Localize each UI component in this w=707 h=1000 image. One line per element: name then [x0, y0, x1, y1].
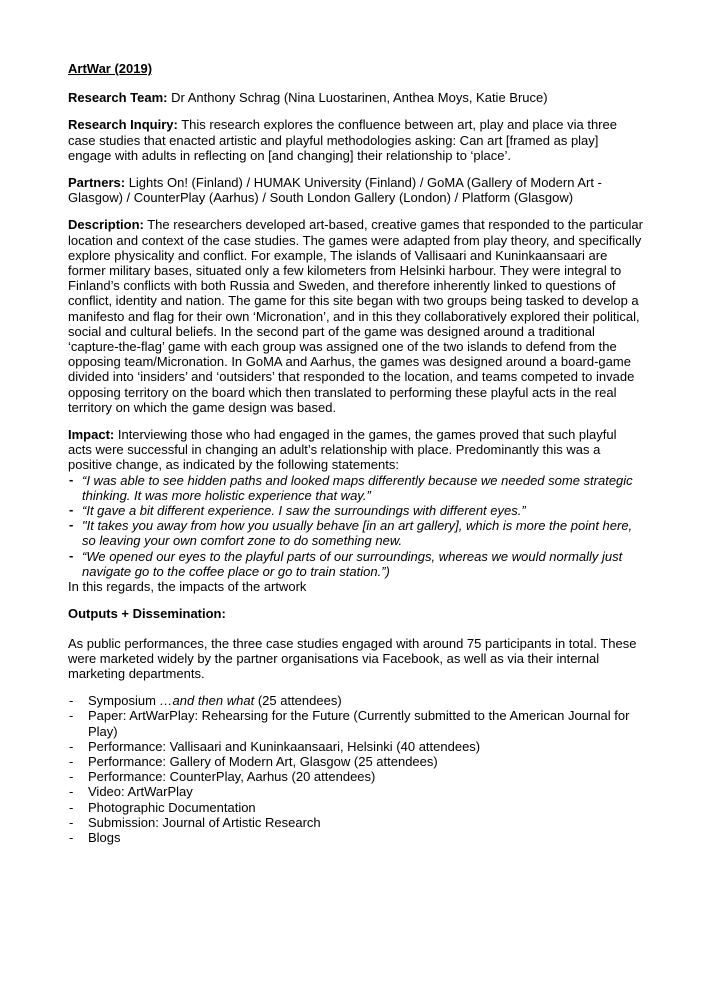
- list-item: [68, 815, 643, 830]
- list-item: [68, 503, 643, 518]
- impact-label: Impact:: [68, 427, 115, 443]
- output-item-9-pre: Blogs: [88, 829, 121, 845]
- description-label: Description:: [68, 217, 144, 233]
- research-inquiry-label: Research Inquiry:: [68, 117, 178, 133]
- list-item: [68, 830, 643, 845]
- list-item: [68, 739, 643, 754]
- dash-bullet-icon: -: [69, 547, 74, 563]
- description-paragraph: [68, 217, 643, 415]
- output-item-4-pre: Performance: Gallery of Modern Art, Glasgow (25 attendees): [88, 753, 438, 769]
- list-item: [68, 518, 643, 548]
- output-item-2-pre: Paper: ArtWarPlay: Rehearsing for the Future (Currently submitted to the American Journal for Play): [88, 708, 630, 739]
- output-item-1-pre: Symposium: [88, 693, 160, 709]
- list-item: [68, 549, 643, 579]
- dash-bullet-icon: -: [69, 708, 74, 724]
- research-team-paragraph: [68, 90, 643, 105]
- dash-bullet-icon: -: [69, 693, 74, 709]
- partners-label: Partners:: [68, 175, 126, 191]
- outputs-intro-paragraph: As public performances, the three case studies engaged with around 75 participants in total. These were marketed widely by the partner organisations via Facebook, as well as via their internal marketing departments.: [68, 635, 637, 681]
- outputs-heading: Outputs + Dissemination:: [68, 606, 226, 622]
- impact-closing-line: In this regards, the impacts of the artwork: [68, 579, 307, 595]
- dash-bullet-icon: -: [69, 829, 74, 845]
- list-item: [68, 769, 643, 784]
- output-item-5-pre: Performance: CounterPlay, Aarhus (20 attendees): [88, 769, 376, 785]
- description-text: The researchers developed art-based, creative games that responded to the particular location and context of the case studies. The games were adapted from play theory, and specifically explore physicality and conflict. For example, The islands of Vallisaari and Kuninkaansaari are former military bases, situated only a few kilometers from Helsinki harbour. They were integral to Finland’s conflicts with both Russia and Sweden, and therefore inherently linked to questions of conflict, identity and nation. The game for this site began with two groups being tasked to develop a manifesto and flag for their own ‘Micronation’, and in this they collaboratively explored their political, social and cultural beliefs. In the second part of the game was designed around a traditional ‘capture-the-flag’ game with each group was assigned one of the two islands to defend from the opposing team/Micronation. In GoMA and Aarhus, the games was designed around a board-game divided into ‘insiders’ and ‘outsiders’ that responded to the location, and teams competed to invade opposing territory on the board which then translated to performing these playful acts in the real territory on which the game design was based.: [68, 217, 643, 415]
- output-item-8-pre: Submission: Journal of Artistic Research: [88, 814, 321, 830]
- partners-paragraph: [68, 175, 643, 205]
- outputs-list: [68, 693, 643, 845]
- list-item: [68, 693, 643, 708]
- list-item: [68, 800, 643, 815]
- impact-text: Interviewing those who had engaged in the games, the games proved that such playful acts were successful in changing an adult’s relationship with place. Predominantly this was a positive change, as indicated by the following statements:: [68, 427, 617, 473]
- dash-bullet-icon: -: [69, 471, 74, 487]
- impact-quote-3: "It takes you away from how you usually behave [in an art gallery], which is more the point here, so leaving your own comfort zone to do something new.: [82, 518, 633, 549]
- list-item: [68, 708, 643, 738]
- dash-bullet-icon: -: [69, 753, 74, 769]
- dash-bullet-icon: -: [69, 517, 74, 533]
- dash-bullet-icon: -: [69, 814, 74, 830]
- list-item: [68, 754, 643, 769]
- output-item-3-pre: Performance: Vallisaari and Kuninkaansaari, Helsinki (40 attendees): [88, 738, 481, 754]
- impact-quote-2: “It gave a bit different experience. I saw the surroundings with different eyes.”: [82, 503, 526, 519]
- doc-title: ArtWar (2019): [68, 61, 153, 76]
- research-team-label: Research Team:: [68, 90, 168, 106]
- impact-quote-4: “We opened our eyes to the playful parts of our surroundings, whereas we would normally just navigate go to the coffee place or go to train station.”): [82, 548, 623, 579]
- output-item-7-pre: Photographic Documentation: [88, 799, 256, 815]
- impact-paragraph: [68, 427, 643, 473]
- list-item: [68, 473, 643, 503]
- output-item-1-italic: …and then what: [159, 693, 255, 709]
- dash-bullet-icon: -: [69, 502, 74, 518]
- partners-text: Lights On! (Finland) / HUMAK University (Finland) / GoMA (Gallery of Modern Art - Glasgow) / CounterPlay (Aarhus) / South London Gallery (London) / Platform (Glasgow): [68, 175, 602, 206]
- impact-quote-list: [68, 473, 643, 579]
- dash-bullet-icon: -: [69, 784, 74, 800]
- dash-bullet-icon: -: [69, 769, 74, 785]
- research-team-text: Dr Anthony Schrag (Nina Luostarinen, Anthea Moys, Katie Bruce): [167, 90, 548, 106]
- list-item: [68, 784, 643, 799]
- research-inquiry-paragraph: [68, 117, 643, 163]
- dash-bullet-icon: -: [69, 738, 74, 754]
- output-item-6-pre: Video: ArtWarPlay: [88, 784, 193, 800]
- research-inquiry-text: This research explores the confluence between art, play and place via three case studies that enacted artistic and playful methodologies asking: Can art [framed as play] engage with adults in reflecting on [and changing] their relationship to ‘place’.: [68, 117, 617, 163]
- output-item-1-post: (25 attendees): [254, 693, 342, 709]
- impact-quote-1: “I was able to see hidden paths and looked maps differently because we needed some strategic thinking. It was more holistic experience that way.”: [82, 472, 633, 503]
- dash-bullet-icon: -: [69, 799, 74, 815]
